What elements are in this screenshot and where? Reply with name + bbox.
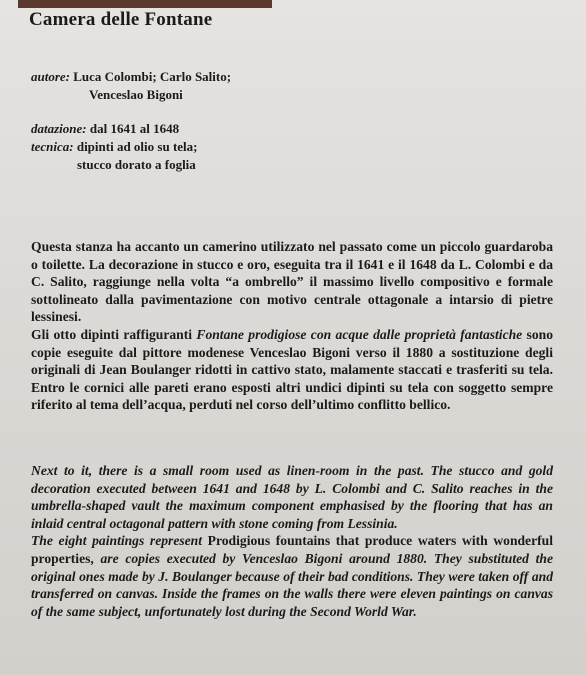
authors-label: autore:: [31, 69, 70, 84]
technique-line-2: stucco dorato a foglia: [77, 157, 196, 172]
technique-label: tecnica:: [31, 139, 74, 154]
technique-line-1: dipinti ad olio su tela;: [76, 139, 198, 154]
title-accent-bar: [18, 0, 272, 8]
dating-value: dal 1641 al 1648: [89, 121, 180, 136]
italian-paragraph-2-italic: Fontane prodigiose con acque dalle proprietà fantastiche: [196, 326, 523, 342]
english-paragraph-2-end: are copies executed by Venceslao Bigoni around 1880. They substituted the original ones made by J. Boulanger because of their bad conditions. They were taken off and transferred on canvas. Inside the frames on the walls there were eleven paintings on canvas of the same subject, unfortunately lost during the Second World War.: [31, 550, 553, 619]
italian-paragraph-2: [31, 326, 553, 414]
italian-paragraph-1: Questa stanza ha accanto un camerino utilizzato nel passato come un piccolo guardaroba o toilette. La decorazione in stucco e oro, eseguita tra il 1641 e il 1648 da L. Colombi e da C. Salito, raggiunge nella volta “a ombrello” il massimo livello compositivo e formale sottolineato dalla pavimentazione con motivo centrale ottagonale a intarsio di pietre lessinesi.: [31, 239, 553, 325]
italian-paragraph-2-end: sono copie eseguite dal pittore modenese Venceslao Bigoni verso il 1880 a sostituzione degli originali di Jean Boulanger ridotti in cattivo stato, malamente staccati e trasferiti su tela. Entro le cornici alle pareti erano esposti altri undici dipinti su tela con soggetto sempre riferito al tema dell’acqua, perduti nel corso dell’ultimo conflitto bellico.: [31, 326, 553, 413]
italian-paragraph-2-start: Gli otto dipinti raffiguranti: [31, 326, 197, 342]
english-paragraph-2-start: The eight paintings represent: [31, 533, 208, 549]
english-paragraph-2: [31, 532, 553, 620]
italian-description: [31, 238, 553, 414]
technique-row: [31, 138, 197, 156]
dating-row: [31, 120, 197, 138]
english-paragraph-2-upright: Prodigious fountains that produce waters with wonderful properties,: [31, 533, 553, 566]
dating-label: datazione:: [31, 121, 87, 136]
authors-line-2: Venceslao Bigoni: [89, 87, 183, 102]
authors-block: [31, 68, 231, 104]
page-title: Camera delle Fontane: [29, 9, 213, 30]
english-paragraph-1: Next to it, there is a small room used as linen-room in the past. The stucco and gold decoration executed between 1641 and 1648 by L. Colombi and C. Salito reaches in the umbrella-shaped vault the maximum component emphasised by the flooring that has an inlaid central octagonal pattern with stone coming from Lessinia.: [31, 463, 553, 531]
english-description: [31, 462, 553, 620]
authors-line-1: Luca Colombi; Carlo Salito;: [73, 69, 232, 84]
dating-block: [31, 120, 197, 174]
